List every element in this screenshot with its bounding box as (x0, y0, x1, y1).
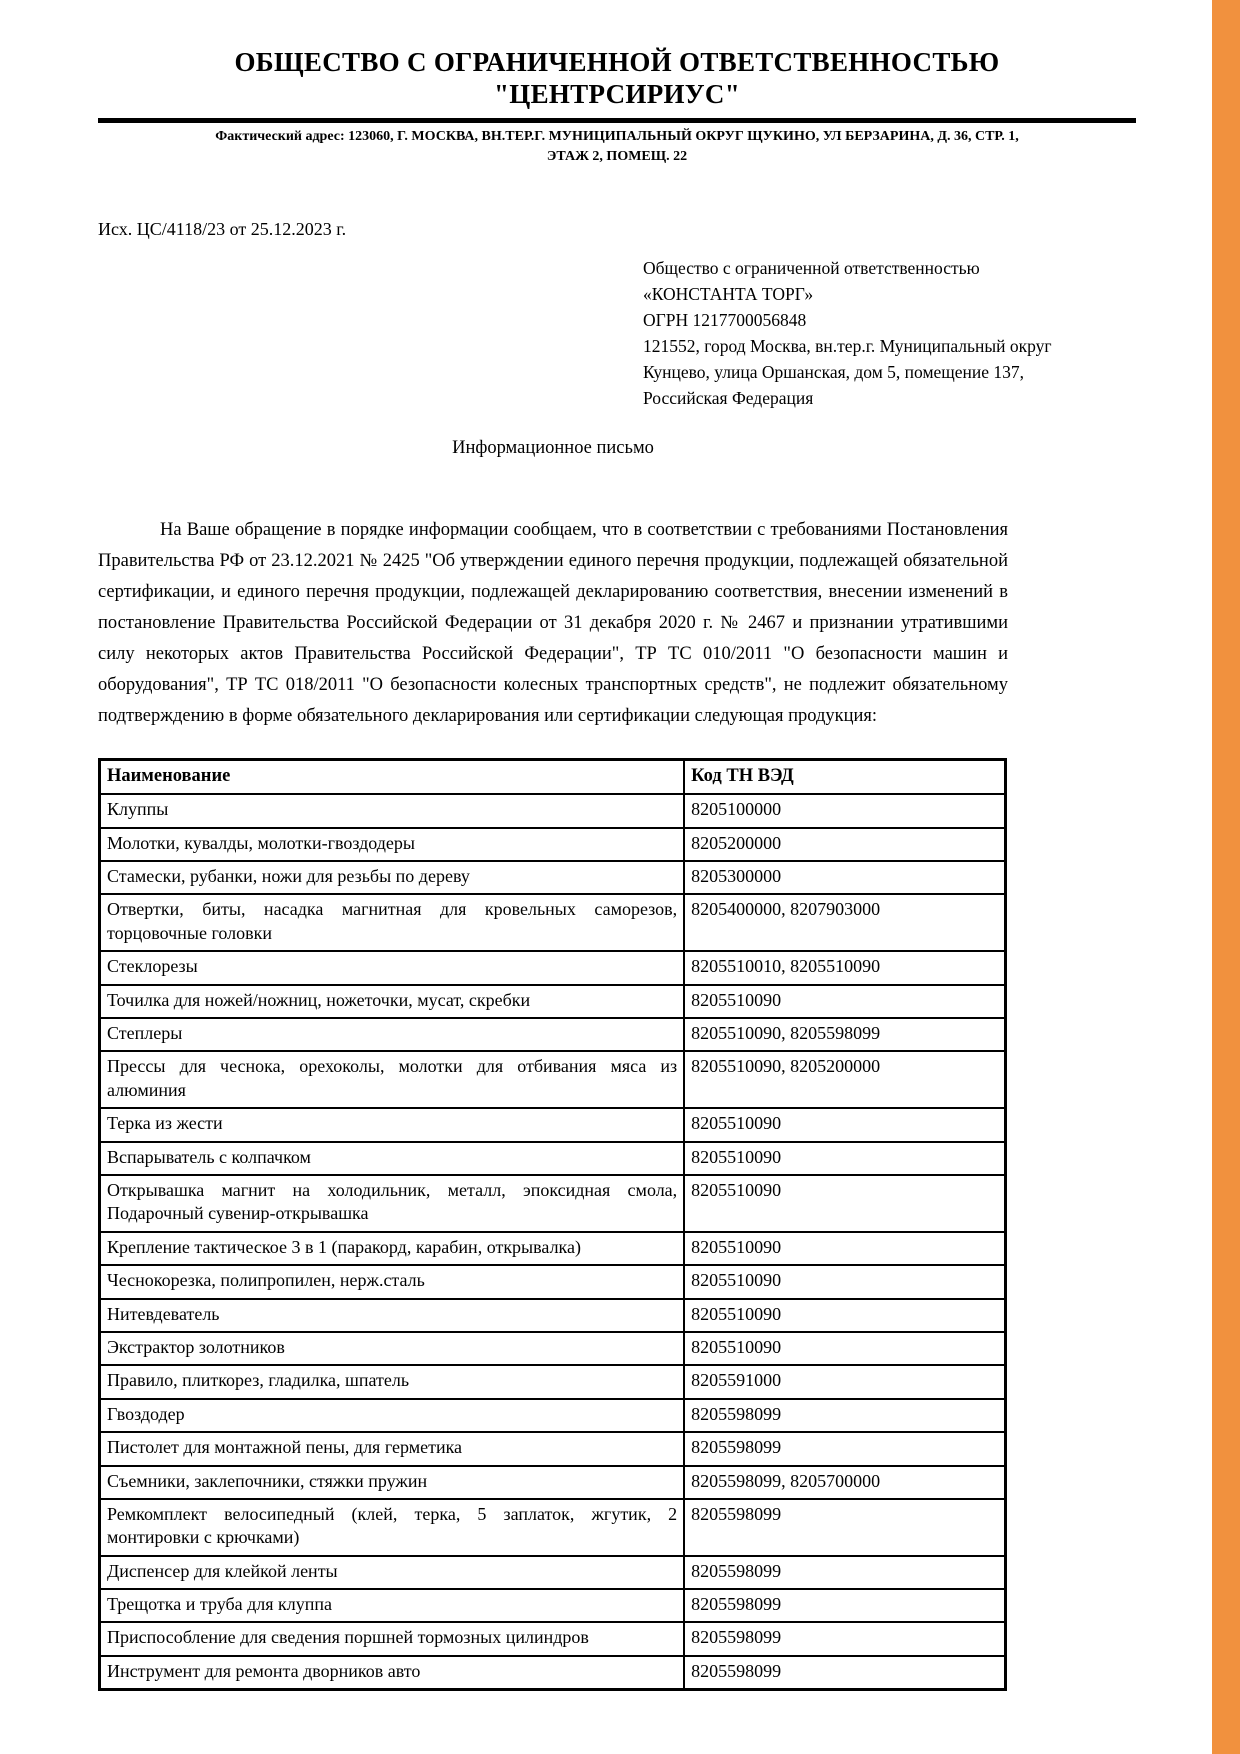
letter-subject: Информационное письмо (452, 437, 654, 458)
column-header-code: Код ТН ВЭД (684, 760, 1005, 795)
table-row (100, 1622, 1006, 1655)
table-row (100, 1332, 1006, 1365)
product-code-cell: 8205591000 (684, 1365, 1005, 1398)
table-header-row (100, 760, 1006, 795)
org-address (98, 127, 1136, 168)
recipient-line: ОГРН 1217700056848 (643, 310, 807, 331)
product-name-cell: Открывашка магнит на холодильник, металл, эпоксидная смола, Подарочный сувенир-открывашка (100, 1175, 685, 1232)
product-name-cell: Степлеры (100, 1018, 685, 1051)
product-code-cell: 8205510090 (684, 1232, 1005, 1265)
table-row (100, 951, 1006, 984)
product-name-cell: Съемники, заклепочники, стяжки пружин (100, 1466, 685, 1499)
table-row (100, 1589, 1006, 1622)
products-table-body (100, 794, 1006, 1689)
column-header-name: Наименование (100, 760, 685, 795)
table-row (100, 1175, 1006, 1232)
table-row (100, 1466, 1006, 1499)
product-code-cell: 8205598099 (684, 1622, 1005, 1655)
table-row (100, 1399, 1006, 1432)
table-row (100, 1365, 1006, 1398)
product-code-cell: 8205510090 (684, 1142, 1005, 1175)
table-row (100, 794, 1006, 827)
product-code-cell: 8205510010, 8205510090 (684, 951, 1005, 984)
product-code-cell: 8205510090 (684, 1299, 1005, 1332)
product-name-cell: Экстрактор золотников (100, 1332, 685, 1365)
table-row (100, 1432, 1006, 1465)
product-name-cell: Точилка для ножей/ножниц, ножеточки, мусат, скребки (100, 985, 685, 1018)
recipient-line: Общество с ограниченной ответственностью (643, 258, 980, 279)
product-code-cell: 8205510090, 8205200000 (684, 1051, 1005, 1108)
recipient-line: 121552, город Москва, вн.тер.г. Муниципальный округ (643, 336, 1052, 357)
product-name-cell: Стамески, рубанки, ножи для резьбы по дереву (100, 861, 685, 894)
product-code-cell: 8205200000 (684, 828, 1005, 861)
table-row (100, 1232, 1006, 1265)
product-code-cell: 8205510090, 8205598099 (684, 1018, 1005, 1051)
table-row (100, 1018, 1006, 1051)
product-name-cell: Клуппы (100, 794, 685, 827)
product-code-cell: 8205598099 (684, 1656, 1005, 1690)
table-row (100, 1299, 1006, 1332)
letter-main (98, 219, 1052, 1691)
product-name-cell: Терка из жести (100, 1108, 685, 1141)
product-code-cell: 8205510090 (684, 1108, 1005, 1141)
letterhead (98, 46, 1136, 167)
product-name-cell: Прессы для чеснока, орехоколы, молотки для отбивания мяса из алюминия (100, 1051, 685, 1108)
table-row (100, 1142, 1006, 1175)
product-name-cell: Чеснокорезка, полипропилен, нерж.сталь (100, 1265, 685, 1298)
org-address-line2: ЭТАЖ 2, ПОМЕЩ. 22 (546, 149, 688, 165)
product-code-cell: 8205100000 (684, 794, 1005, 827)
table-row (100, 1556, 1006, 1589)
product-name-cell: Правило, плиткорез, гладилка, шпатель (100, 1365, 685, 1398)
product-name-cell: Вспарыватель с колпачком (100, 1142, 685, 1175)
product-code-cell: 8205598099 (684, 1556, 1005, 1589)
product-code-cell: 8205598099 (684, 1432, 1005, 1465)
accent-stripe (1212, 0, 1240, 1754)
letter-body: На Ваше обращение в порядке информации сообщаем, что в соответствии с требованиями Постановления Правительства РФ от 23.12.2021 № 2425 "Об утверждении единого перечня продукции, подлежащей обязательной сертификации, и единого перечня продукции, подлежащей декларированию соответствия, внесении изменений в постановление Правительства Российской Федерации от 31 декабря 2020 г. № 2467 и признании утратившими силу некоторых актов Правительства Российской Федерации", ТР ТС 010/2011 "О безопасности машин и оборудования", ТР ТС 018/2011 "О безопасности колесных транспортных средств", не подлежит обязательному подтверждению в форме обязательного декларирования или сертификации следующая продукция: (98, 519, 1008, 727)
recipient-block (643, 256, 1052, 411)
recipient-line: Кунцево, улица Оршанская, дом 5, помещение 137, (643, 361, 1025, 382)
product-code-cell: 8205400000, 8207903000 (684, 894, 1005, 951)
product-code-cell: 8205510090 (684, 985, 1005, 1018)
table-row (100, 985, 1006, 1018)
product-code-cell: 8205510090 (684, 1332, 1005, 1365)
recipient-line: Российская Федерация (643, 387, 814, 408)
org-title-line2: "ЦЕНТРСИРИУС" (493, 79, 741, 110)
org-title (98, 46, 1136, 111)
product-code-cell: 8205598099 (684, 1399, 1005, 1432)
product-name-cell: Гвоздодер (100, 1399, 685, 1432)
product-name-cell: Стеклорезы (100, 951, 685, 984)
product-code-cell: 8205598099, 8205700000 (684, 1466, 1005, 1499)
table-row (100, 1108, 1006, 1141)
products-table (98, 758, 1007, 1691)
product-name-cell: Ремкомплект велосипедный (клей, терка, 5 заплаток, жгутик, 2 монтировки с крючками) (100, 1499, 685, 1556)
product-name-cell: Крепление тактическое 3 в 1 (паракорд, карабин, открывалка) (100, 1232, 685, 1265)
product-name-cell: Пистолет для монтажной пены, для герметика (100, 1432, 685, 1465)
product-name-cell: Отвертки, биты, насадка магнитная для кровельных саморезов, торцовочные головки (100, 894, 685, 951)
table-row (100, 1265, 1006, 1298)
header-divider (98, 118, 1136, 123)
org-title-line1: ОБЩЕСТВО С ОГРАНИЧЕННОЙ ОТВЕТСТВЕННОСТЬЮ (234, 47, 1000, 77)
outgoing-ref: Исх. ЦС/4118/23 от 25.12.2023 г. (98, 219, 347, 240)
table-row (100, 861, 1006, 894)
product-code-cell: 8205300000 (684, 861, 1005, 894)
document-content (98, 0, 1136, 1691)
org-address-line1: Фактический адрес: 123060, Г. МОСКВА, ВН.ТЕР.Г. МУНИЦИПАЛЬНЫЙ ОКРУГ ЩУКИНО, УЛ БЕРЗАРИНА, Д. 36, СТР. 1, (215, 128, 1019, 144)
table-row (100, 828, 1006, 861)
table-row (100, 894, 1006, 951)
product-code-cell: 8205510090 (684, 1265, 1005, 1298)
product-name-cell: Приспособление для сведения поршней тормозных цилиндров (100, 1622, 685, 1655)
recipient-line: «КОНСТАНТА ТОРГ» (643, 284, 814, 305)
product-name-cell: Трещотка и труба для клуппа (100, 1589, 685, 1622)
product-name-cell: Инструмент для ремонта дворников авто (100, 1656, 685, 1690)
table-row (100, 1499, 1006, 1556)
product-code-cell: 8205598099 (684, 1589, 1005, 1622)
table-row (100, 1051, 1006, 1108)
product-name-cell: Нитевдеватель (100, 1299, 685, 1332)
product-code-cell: 8205510090 (684, 1175, 1005, 1232)
table-row (100, 1656, 1006, 1690)
product-name-cell: Диспенсер для клейкой ленты (100, 1556, 685, 1589)
product-code-cell: 8205598099 (684, 1499, 1005, 1556)
product-name-cell: Молотки, кувалды, молотки-гвоздодеры (100, 828, 685, 861)
